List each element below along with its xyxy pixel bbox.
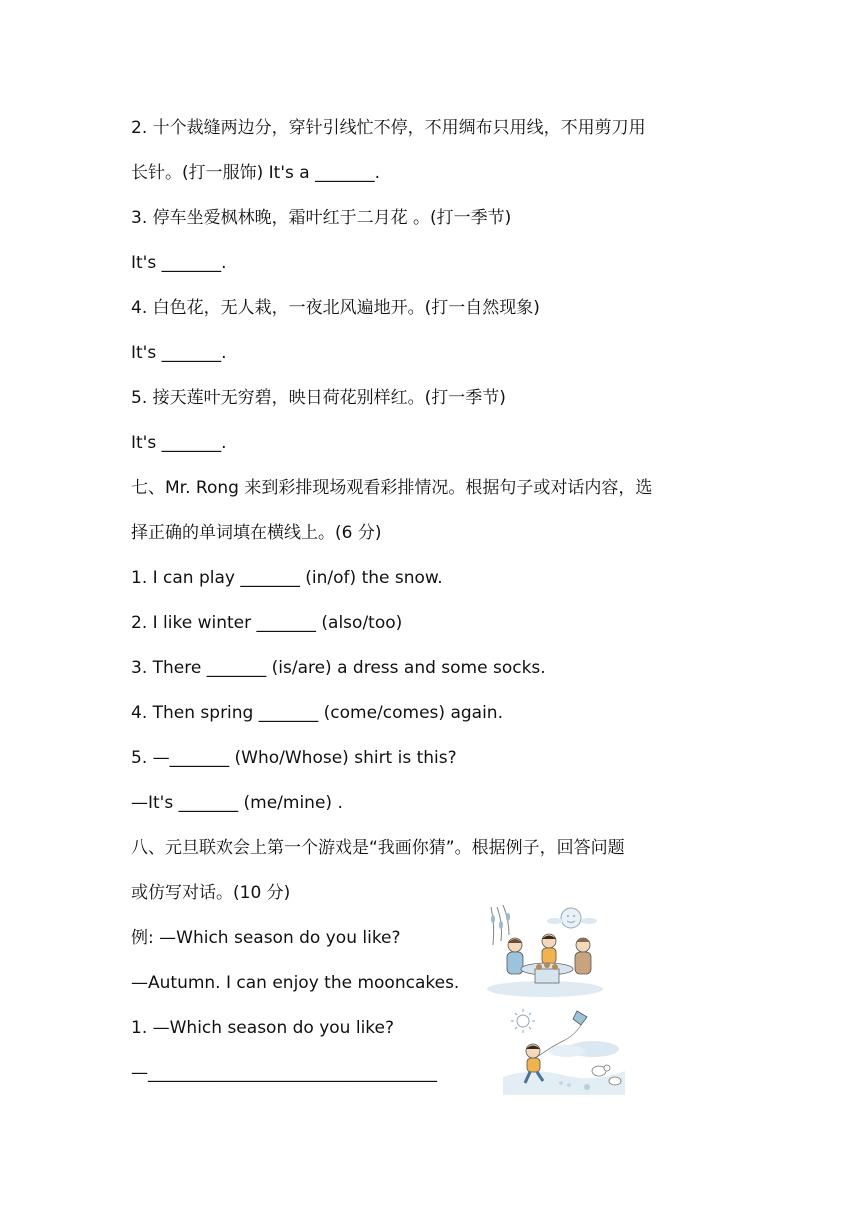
riddle-2-line-1: 2. 十个裁缝两边分，穿针引线忙不停，不用绸布只用线，不用剪刀用: [131, 118, 646, 138]
fill-in-question-2: 2. I like winter _______ (also/too): [131, 613, 403, 633]
kite-spring-illustration: [503, 1007, 625, 1095]
section-8-heading-line-1: 八、元旦联欢会上第一个游戏是“我画你猜”。根据例子，回答问题: [131, 838, 625, 858]
fill-in-question-3: 3. There _______ (is/are) a dress and some socks.: [131, 658, 546, 678]
example-answer: —Autumn. I can enjoy the mooncakes.: [131, 973, 460, 993]
fill-in-question-1: 1. I can play _______ (in/of) the snow.: [131, 568, 443, 588]
fill-in-question-4: 4. Then spring _______ (come/comes) again.: [131, 703, 503, 723]
section-8-heading-line-2: 或仿写对话。(10 分): [131, 883, 291, 903]
dialogue-1-question: 1. —Which season do you like?: [131, 1018, 395, 1038]
riddle-3-answer: It's _______.: [131, 253, 227, 273]
example-question: 例: —Which season do you like?: [131, 928, 401, 948]
riddle-5-answer: It's _______.: [131, 433, 227, 453]
riddle-2-line-2: 长针。(打一服饰) It's a _______.: [131, 163, 381, 183]
fill-in-question-5-line-1: 5. —_______ (Who/Whose) shirt is this?: [131, 748, 457, 768]
riddle-4-line-1: 4. 白色花，无人栽，一夜北风遍地开。(打一自然现象): [131, 298, 540, 318]
riddle-5-line-1: 5. 接天莲叶无穷碧，映日荷花别样红。(打一季节): [131, 388, 506, 408]
riddle-4-answer: It's _______.: [131, 343, 227, 363]
dialogue-1-answer-line: —__________________________________: [131, 1063, 437, 1083]
section-7-heading-line-2: 择正确的单词填在横线上。(6 分): [131, 523, 382, 543]
fill-in-question-5-line-2: —It's _______ (me/mine) .: [131, 793, 343, 813]
section-7-heading-line-1: 七、Mr. Rong 来到彩排现场观看彩排情况。根据句子或对话内容，选: [131, 478, 653, 498]
riddle-3-line-1: 3. 停车坐爱枫林晚，霜叶红于二月花 。(打一季节): [131, 208, 512, 228]
family-mooncake-illustration: [485, 905, 605, 997]
